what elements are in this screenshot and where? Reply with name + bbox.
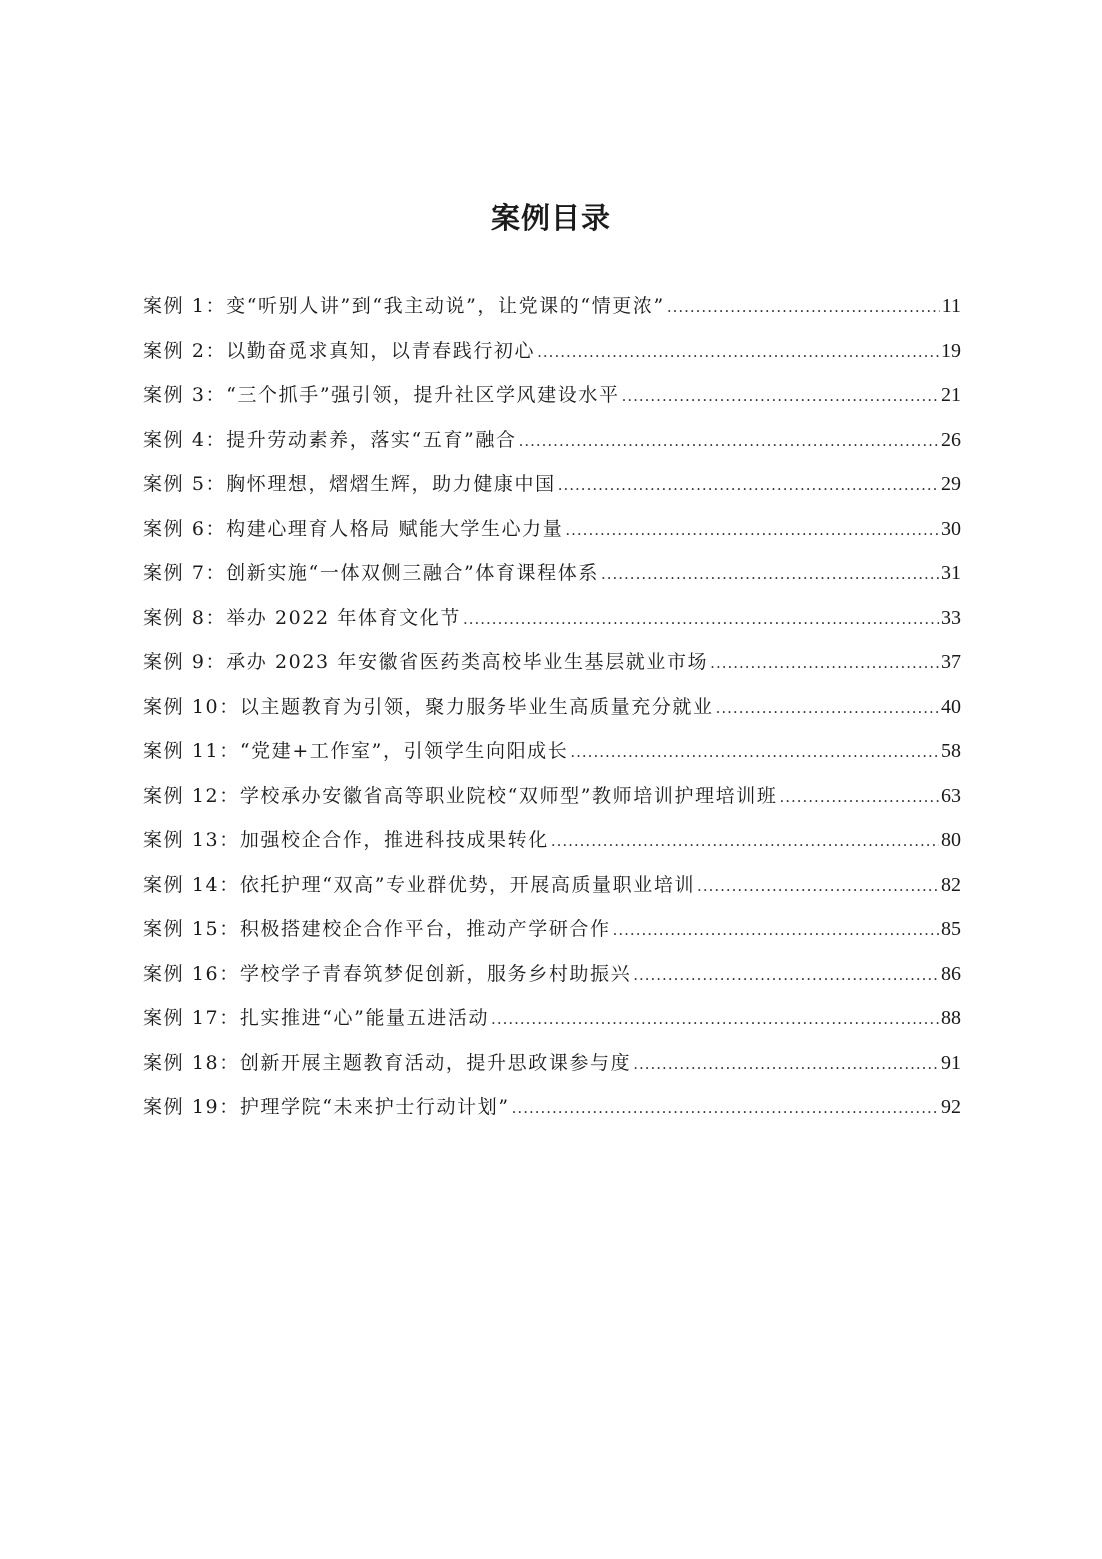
toc-entry-title: 案例 10：以主题教育为引领，聚力服务毕业生高质量充分就业	[143, 695, 714, 718]
toc-page-number: 91	[941, 1051, 961, 1074]
toc-page-number: 11	[941, 295, 961, 317]
toc-entry[interactable]	[143, 464, 961, 509]
toc-entry-title: 案例 18：创新开展主题教育活动，提升思政课参与度	[143, 1051, 632, 1074]
toc-leader-dots	[667, 287, 940, 327]
toc-leader-dots	[716, 688, 939, 728]
toc-list	[143, 286, 961, 1132]
toc-entry[interactable]	[143, 1087, 961, 1132]
toc-entry[interactable]	[143, 420, 961, 465]
toc-leader-dots	[633, 955, 939, 995]
toc-page-number: 86	[941, 962, 961, 985]
toc-entry-title: 案例 15：积极搭建校企合作平台，推动产学研合作	[143, 918, 611, 940]
toc-entry[interactable]	[143, 1043, 961, 1088]
toc-entry[interactable]	[143, 642, 961, 687]
toc-page-number: 33	[941, 606, 961, 629]
toc-entry[interactable]	[143, 375, 961, 420]
toc-entry-title: 案例 9：承办 2023 年安徽省医药类高校毕业生基层就业市场	[143, 651, 709, 673]
toc-entry-title: 案例 1：变“听别人讲”到“我主动说”，让党课的“情更浓”	[143, 295, 665, 317]
toc-entry-title: 案例 13：加强校企合作，推进科技成果转化	[143, 829, 549, 851]
toc-entry-title: 案例 7：创新实施“一体双侧三融合”体育课程体系	[143, 562, 599, 584]
toc-entry-title: 案例 16：学校学子青春筑梦促创新，服务乡村助振兴	[143, 962, 632, 985]
toc-leader-dots	[491, 999, 939, 1039]
toc-page-number: 85	[941, 918, 961, 940]
toc-entry-title: 案例 6：构建心理育人格局 赋能大学生心力量	[143, 517, 564, 540]
toc-entry[interactable]	[143, 598, 961, 643]
toc-leader-dots	[633, 1044, 939, 1084]
toc-page-number: 40	[941, 695, 961, 718]
toc-page-number: 63	[941, 784, 961, 807]
toc-page-number: 31	[941, 562, 961, 584]
toc-leader-dots	[697, 866, 939, 906]
toc-entry-title: 案例 2：以勤奋觅求真知，以青春践行初心	[143, 339, 536, 362]
toc-leader-dots	[622, 376, 939, 416]
toc-entry[interactable]	[143, 687, 961, 732]
toc-entry[interactable]	[143, 509, 961, 554]
toc-page-number: 58	[941, 740, 961, 762]
toc-entry-title: 案例 19：护理学院“未来护士行动计划”	[143, 1096, 510, 1118]
toc-entry[interactable]	[143, 553, 961, 598]
toc-page-number: 80	[941, 829, 961, 851]
toc-leader-dots	[565, 510, 939, 550]
toc-entry[interactable]	[143, 286, 961, 331]
toc-leader-dots	[537, 332, 939, 372]
toc-page-number: 26	[941, 428, 961, 451]
toc-leader-dots	[463, 599, 939, 639]
toc-entry-title: 案例 11：“党建+工作室”，引领学生向阳成长	[143, 740, 569, 762]
toc-leader-dots	[779, 777, 939, 817]
toc-leader-dots	[613, 910, 939, 950]
toc-leader-dots	[519, 421, 939, 461]
toc-page-number: 82	[941, 873, 961, 896]
toc-page-number: 37	[941, 651, 961, 673]
toc-page-number: 21	[941, 384, 961, 406]
toc-entry-title: 案例 14：依托护理“双高”专业群优势，开展高质量职业培训	[143, 873, 696, 896]
toc-entry[interactable]	[143, 998, 961, 1043]
toc-entry[interactable]	[143, 865, 961, 910]
toc-title: 案例目录	[490, 201, 611, 235]
toc-page-number: 29	[941, 473, 961, 495]
toc-entry[interactable]	[143, 331, 961, 376]
toc-leader-dots	[512, 1088, 939, 1128]
toc-entry[interactable]	[143, 776, 961, 821]
toc-entry-title: 案例 17：扎实推进“心”能量五进活动	[143, 1007, 490, 1029]
toc-entry-title: 案例 4：提升劳动素养，落实“五育”融合	[143, 428, 517, 451]
toc-entry-title: 案例 3：“三个抓手”强引领，提升社区学风建设水平	[143, 384, 620, 406]
toc-entry-title: 案例 12：学校承办安徽省高等职业院校“双师型”教师培训护理培训班	[143, 784, 778, 807]
toc-page-number: 92	[941, 1096, 961, 1118]
toc-entry[interactable]	[143, 954, 961, 999]
toc-leader-dots	[601, 554, 939, 594]
toc-leader-dots	[570, 732, 939, 772]
toc-entry[interactable]	[143, 909, 961, 954]
toc-entry-title: 案例 8：举办 2022 年体育文化节	[143, 606, 461, 629]
toc-entry[interactable]	[143, 820, 961, 865]
toc-leader-dots	[710, 643, 939, 683]
toc-page-number: 19	[941, 339, 961, 362]
toc-page-number: 88	[941, 1007, 961, 1029]
toc-page-number: 30	[941, 517, 961, 540]
toc-entry-title: 案例 5：胸怀理想，熠熠生辉，助力健康中国	[143, 473, 556, 495]
toc-leader-dots	[551, 821, 939, 861]
toc-leader-dots	[558, 465, 939, 505]
toc-entry[interactable]	[143, 731, 961, 776]
